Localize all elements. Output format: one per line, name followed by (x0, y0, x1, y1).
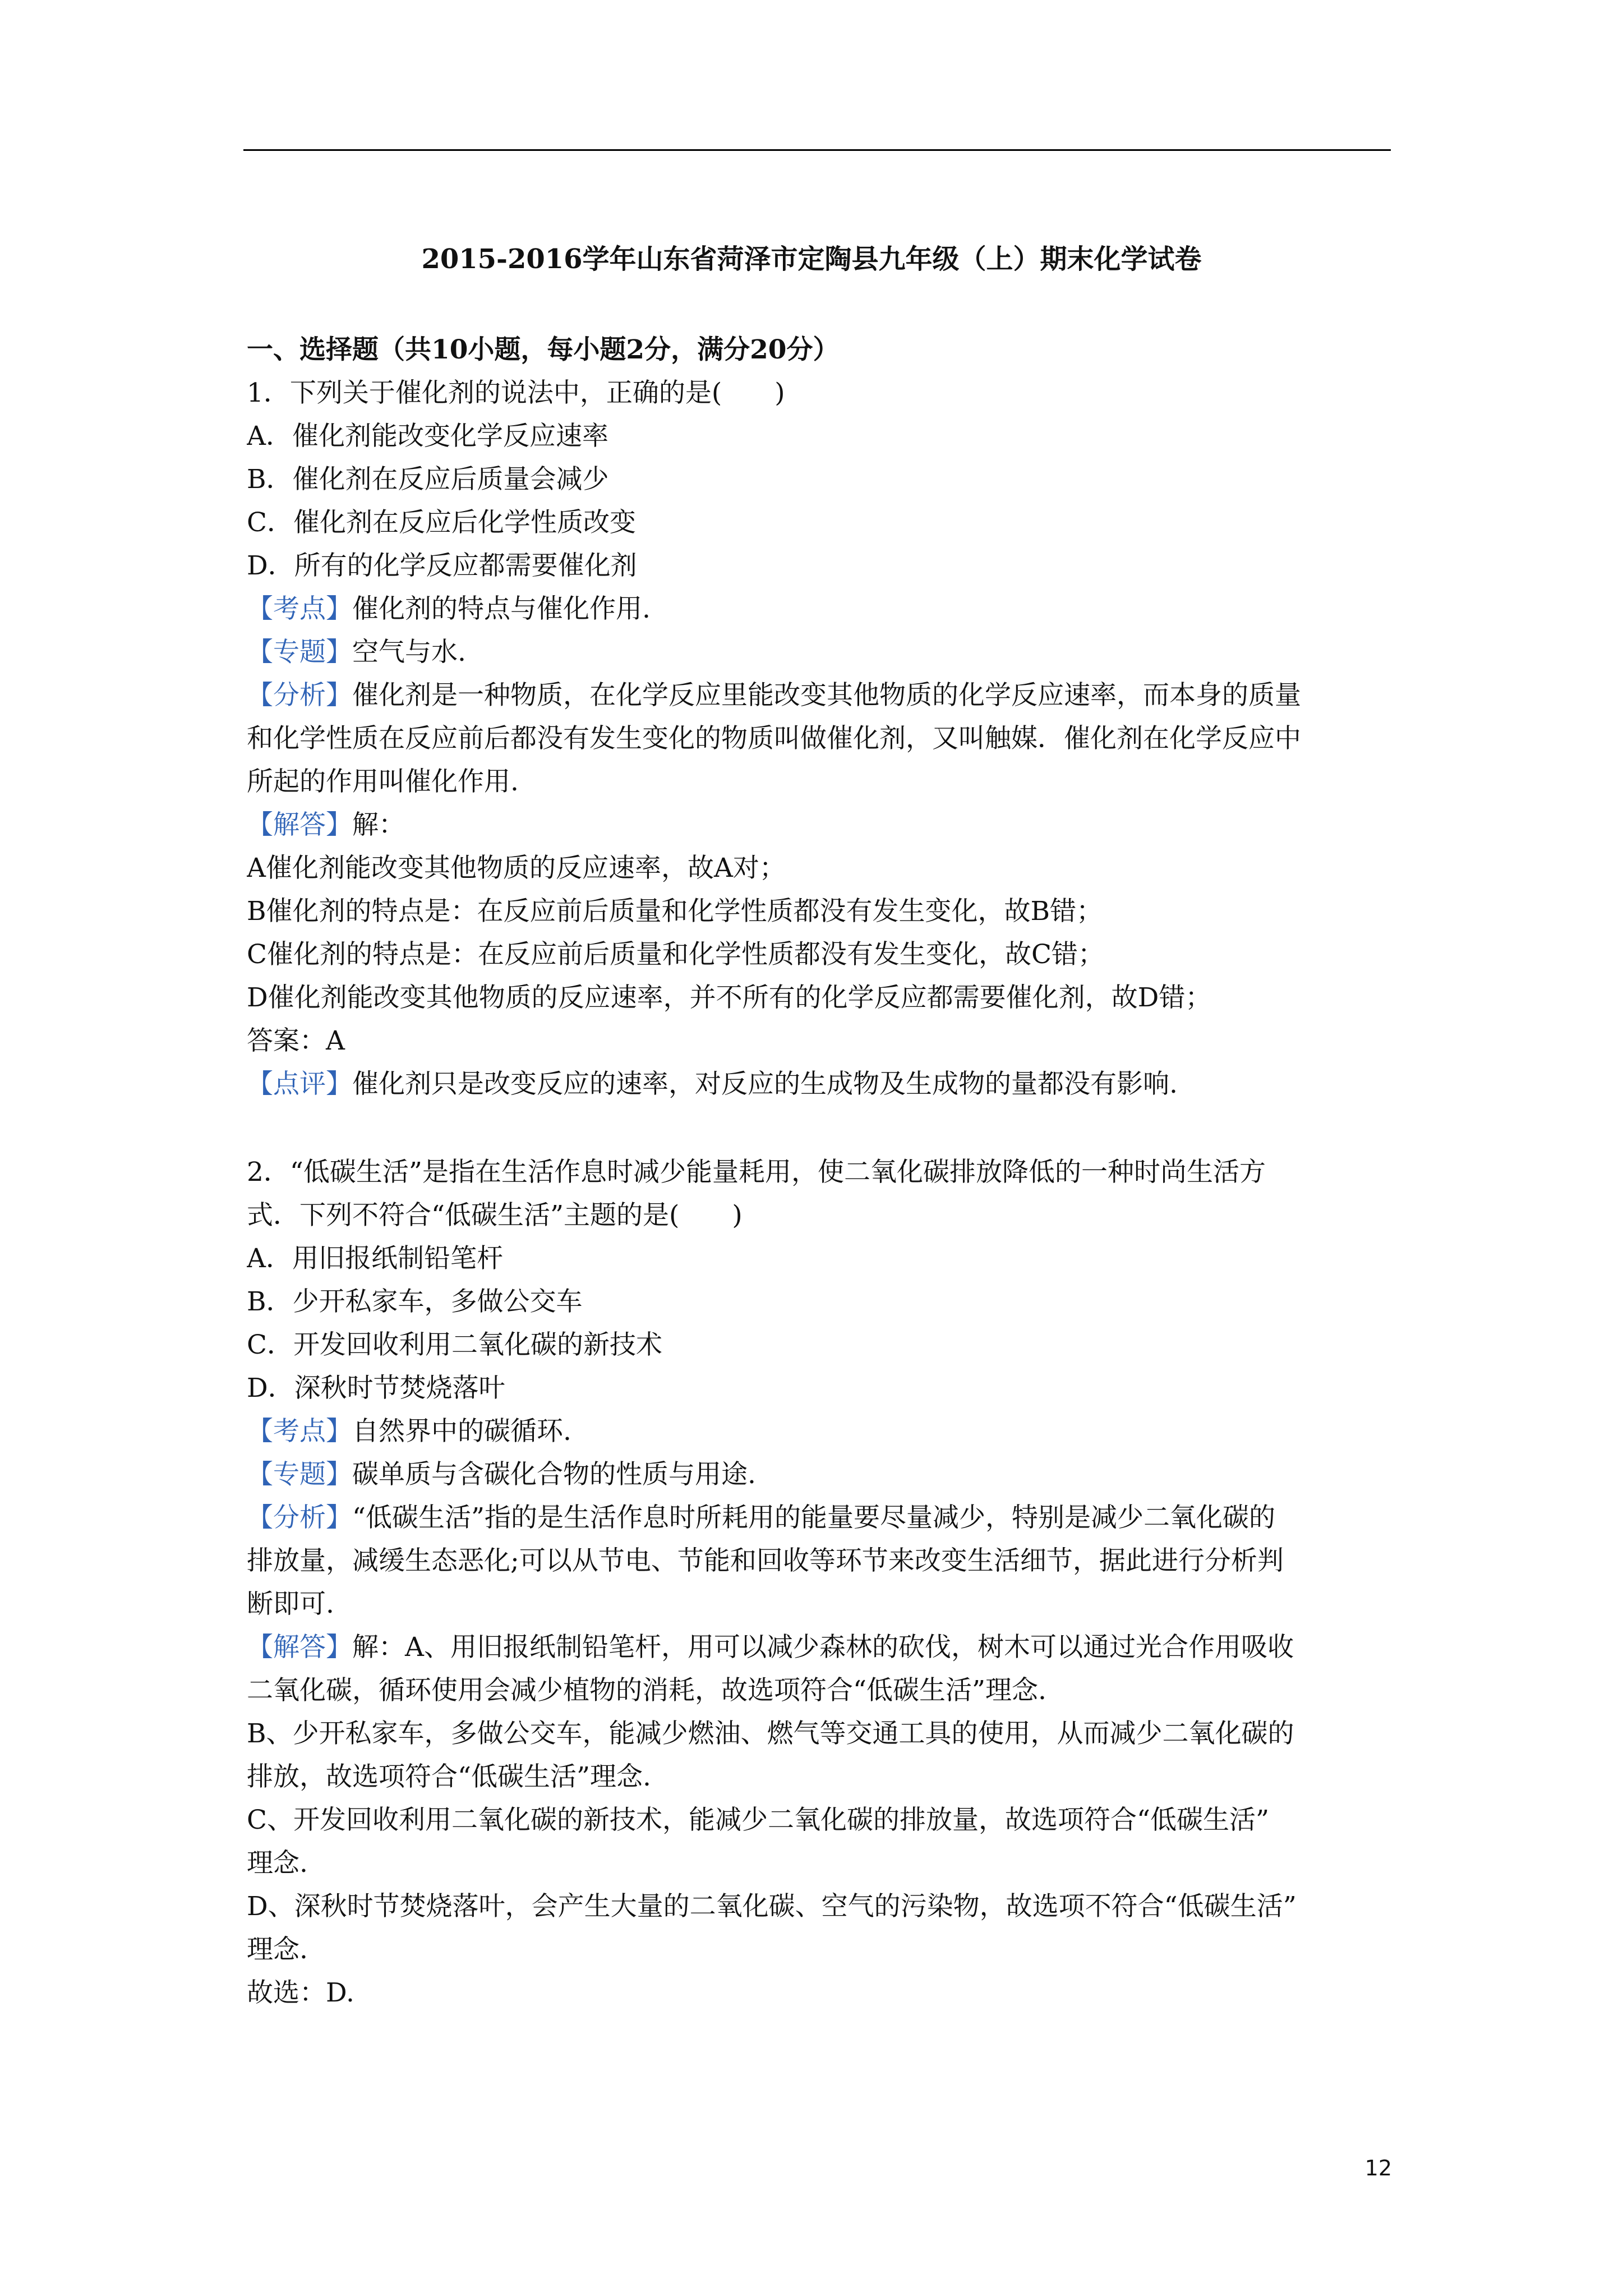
question-2-answer: 故选：D. (247, 1977, 354, 2008)
document-body (247, 328, 1396, 2014)
question-1-jieda-line-a: A催化剂能改变其他物质的反应速率，故A对； (247, 853, 786, 884)
question-2-option-c: C．开发回收利用二氧化碳的新技术 (247, 1329, 662, 1360)
question-1-option-b: B．催化剂在反应后质量会减少 (247, 464, 609, 495)
document-title: 2015-2016学年山东省菏泽市定陶县九年级（上）期末化学试卷 (421, 243, 1202, 275)
kaodian-text: 自然界中的碳循环. (352, 1416, 571, 1447)
question-2-fenxi-line-1 (247, 1496, 1396, 1539)
question-1-jieda (247, 803, 1396, 846)
question-2-jieda-line-2: 二氧化碳，循环使用会减少植物的消耗，故选项符合“低碳生活”理念. (247, 1675, 1046, 1706)
section-heading: 一、选择题（共10小题，每小题2分，满分20分） (247, 334, 840, 365)
zhuanti-tag: 【专题】 (247, 637, 352, 668)
question-1-zhuanti (247, 631, 1396, 674)
question-1-jieda-line-d: D催化剂能改变其他物质的反应速率，并不所有的化学反应都需要催化剂，故D错； (247, 982, 1212, 1013)
jieda-tag: 【解答】 (247, 1632, 352, 1663)
header-rule (243, 149, 1391, 151)
question-2-option-d: D．深秋时节焚烧落叶 (247, 1373, 505, 1404)
question-1-fenxi-line-3: 所起的作用叫催化作用. (247, 766, 519, 797)
question-1-option-a: A．催化剂能改变化学反应速率 (247, 421, 608, 452)
question-1-answer: 答案：A (247, 1025, 345, 1056)
zhuanti-text: 碳单质与含碳化合物的性质与用途. (352, 1459, 756, 1490)
zhuanti-tag: 【专题】 (247, 1459, 352, 1490)
question-1-kaodian (247, 587, 1396, 631)
jieda-text: 解： (352, 809, 405, 840)
question-2-jieda-line-1 (247, 1626, 1396, 1669)
question-1-fenxi-line-2: 和化学性质在反应前后都没有发生变化的物质叫做催化剂，又叫触媒．催化剂在化学反应中 (247, 723, 1301, 754)
question-2-option-b: B．少开私家车，多做公交车 (247, 1286, 583, 1317)
question-2-jieda-line-7: D、深秋时节焚烧落叶，会产生大量的二氧化碳、空气的污染物，故选项不符合“低碳生活” (247, 1891, 1297, 1922)
question-1-stem: 1．下列关于催化剂的说法中，正确的是( ) (247, 378, 785, 408)
question-gap (247, 1106, 1396, 1151)
dianping-tag: 【点评】 (247, 1069, 352, 1099)
question-2-option-a: A．用旧报纸制铅笔杆 (247, 1243, 503, 1274)
dianping-text: 催化剂只是改变反应的速率，对反应的生成物及生成物的量都没有影响. (352, 1069, 1178, 1099)
fenxi-text: “低碳生活”指的是生活作息时所耗用的能量要尽量减少，特别是减少二氧化碳的 (352, 1502, 1276, 1533)
question-1-option-c: C．催化剂在反应后化学性质改变 (247, 507, 636, 538)
question-2-jieda-line-5: C、开发回收利用二氧化碳的新技术，能减少二氧化碳的排放量，故选项符合“低碳生活” (247, 1805, 1270, 1835)
question-2-jieda-line-4: 排放，故选项符合“低碳生活”理念. (247, 1761, 651, 1792)
question-2-kaodian (247, 1410, 1396, 1453)
kaodian-text: 催化剂的特点与催化作用. (352, 593, 651, 624)
question-2-stem-line-1: 2．“低碳生活”是指在生活作息时减少能量耗用，使二氧化碳排放降低的一种时尚生活方 (247, 1157, 1266, 1188)
question-1-dianping (247, 1062, 1396, 1106)
kaodian-tag: 【考点】 (247, 593, 352, 624)
jieda-tag: 【解答】 (247, 809, 352, 840)
question-2-fenxi-line-2: 排放量，减缓生态恶化;可以从节电、节能和回收等环节来改变生活细节，据此进行分析判 (247, 1545, 1284, 1576)
question-2-jieda-line-8: 理念. (247, 1934, 308, 1965)
fenxi-tag: 【分析】 (247, 680, 352, 711)
fenxi-text: 催化剂是一种物质，在化学反应里能改变其他物质的化学反应速率，而本身的质量 (352, 680, 1301, 711)
question-2-fenxi-line-3: 断即可. (247, 1589, 334, 1619)
fenxi-tag: 【分析】 (247, 1502, 352, 1533)
question-2-jieda-line-3: B、少开私家车，多做公交车，能减少燃油、燃气等交通工具的使用，从而减少二氧化碳的 (247, 1718, 1294, 1749)
question-1-option-d: D．所有的化学反应都需要催化剂 (247, 550, 637, 581)
jieda-text: 解：A、用旧报纸制铅笔杆，用可以减少森林的砍伐，树木可以通过光合作用吸收 (352, 1632, 1294, 1663)
page-number: 12 (1364, 2156, 1392, 2180)
question-2-stem-line-2: 式．下列不符合“低碳生活”主题的是( ) (247, 1200, 743, 1231)
question-2-jieda-line-6: 理念. (247, 1848, 308, 1879)
question-1-jieda-line-c: C催化剂的特点是：在反应前后质量和化学性质都没有发生变化，故C错； (247, 939, 1104, 970)
zhuanti-text: 空气与水. (352, 637, 466, 668)
question-1-fenxi-line-1 (247, 674, 1396, 717)
question-1-jieda-line-b: B催化剂的特点是：在反应前后质量和化学性质都没有发生变化，故B错； (247, 896, 1103, 927)
question-2-zhuanti (247, 1453, 1396, 1496)
kaodian-tag: 【考点】 (247, 1416, 352, 1447)
